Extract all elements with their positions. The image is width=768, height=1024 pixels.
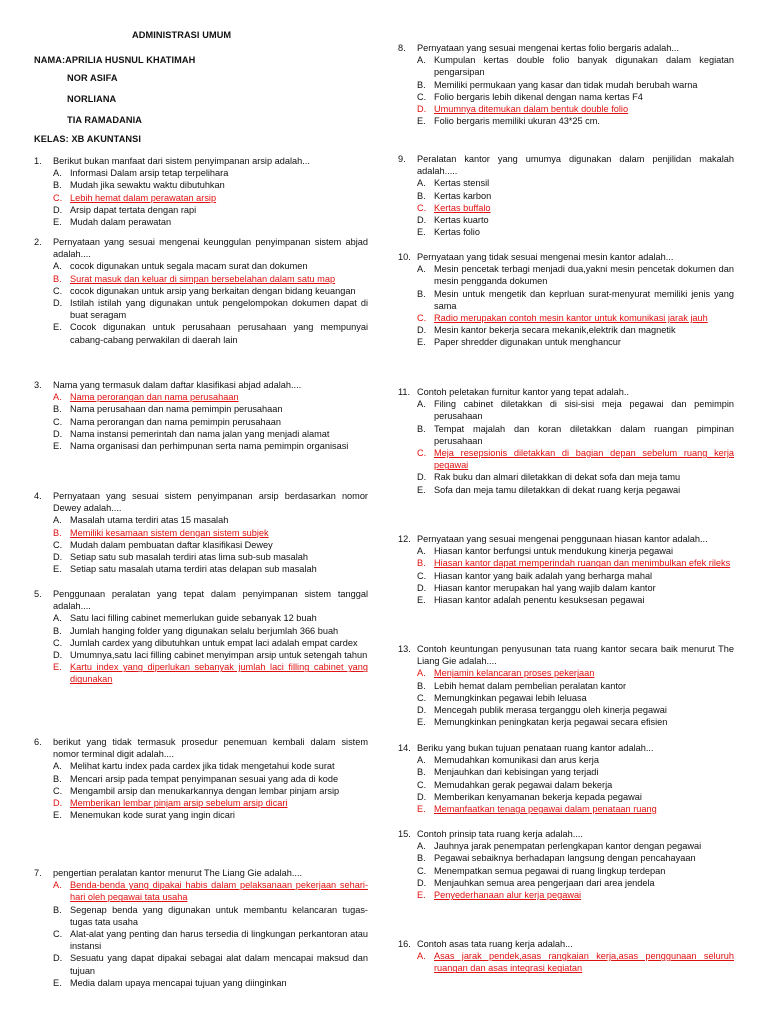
option-text: Sesuatu yang dapat dipakai sebagai alat dalam mencapai maksud dan tujuan (70, 953, 368, 976)
member-name: NOR ASIFA (67, 73, 118, 83)
question-text: Beriku yang bukan tujuan penataan ruang kantor adalah... (417, 743, 654, 753)
option (398, 288, 734, 312)
question-row (398, 153, 734, 177)
option-letter: D. (53, 798, 63, 809)
option-letter: D. (53, 204, 63, 215)
question-row (34, 867, 368, 879)
option-text: Penyederhanaan alur kerja pegawai (434, 890, 582, 901)
question-text: Berikut bukan manfaat dari sistem penyimpanan arsip adalah... (53, 156, 310, 166)
option (34, 285, 368, 297)
option-letter: B. (53, 273, 62, 284)
option-letter: B. (53, 904, 62, 915)
option-letter: D. (417, 472, 427, 483)
question-block (398, 42, 734, 127)
option (398, 190, 734, 202)
question-number: 4. (34, 491, 42, 501)
answer-option (398, 312, 734, 324)
question-number: 5. (34, 589, 42, 599)
option-letter: C. (53, 192, 63, 203)
question-text: Contoh asas tata ruang kerja adalah... (417, 939, 573, 949)
option (398, 115, 734, 127)
option-text: Masalah utama terdiri atas 15 masalah (70, 515, 229, 526)
option-text: Hiasan kantor adalah penentu kesuksesan pegawai (434, 595, 645, 606)
question-number: 14. (398, 743, 411, 753)
option-letter: B. (417, 558, 426, 569)
option-letter: C. (53, 416, 63, 427)
option-letter: E. (53, 810, 62, 821)
option (34, 440, 368, 452)
option-text: Umumnya ditemukan dalam bentuk double folio (434, 104, 629, 115)
question-row (34, 588, 368, 612)
option-text: Mencegah publik merasa terganggu oleh kinerja pegawai (434, 705, 667, 716)
question-row (34, 236, 368, 260)
question-text: Nama yang termasuk dalam daftar klasifikasi abjad adalah.... (53, 380, 302, 390)
option-text: Radio merupakan contoh mesin kantor untuk komunikasi jarak jauh (434, 313, 708, 324)
option (34, 563, 368, 575)
option-text: cocok digunakan untuk segala macam surat dan dokumen (70, 261, 308, 272)
option-letter: A. (53, 168, 62, 179)
option-text: Hiasan kantor dapat memperindah ruangan dan menimbulkan efek rileks (434, 558, 731, 569)
option-text: Jumlah hanging folder yang digunakan selalu berjumlah 366 buah (70, 625, 339, 636)
option-text: Mesin untuk mengetik dan keprluan surat-menyurat memiliki jenis yang sama (434, 288, 734, 311)
question-row (398, 533, 734, 545)
option (34, 403, 368, 415)
answer-option (34, 273, 368, 285)
question-text: Pernyataan yang tidak sesuai mengenai mesin kantor adalah... (417, 252, 674, 262)
question-number: 10. (398, 252, 411, 262)
option-letter: C. (53, 929, 63, 940)
answer-option (34, 879, 368, 903)
option-letter: A. (417, 264, 426, 275)
option-text: Menjauhkan semua area pengerjaan dari area jendela (434, 877, 655, 888)
question-block (398, 643, 734, 728)
option-text: Arsip dapat tertata dengan rapi (70, 204, 197, 215)
answer-option (34, 661, 368, 685)
option-letter: C. (417, 865, 427, 876)
question-block (34, 588, 368, 686)
option-letter: D. (53, 428, 63, 439)
option (398, 226, 734, 238)
option-letter: E. (53, 441, 62, 452)
question-text: Pernyataan yang sesuai mengenai penggunaan hiasan kantor adalah... (417, 534, 708, 544)
question-text: Pernyataan yang sesuai mengenai kertas folio bergaris adalah... (417, 43, 680, 53)
option-letter: E. (53, 322, 62, 333)
option-text: Mengambil arsip dan menukarkannya dengan lembar pinjam arsip (70, 785, 340, 796)
question-number: 7. (34, 868, 42, 878)
option-letter: B. (417, 680, 426, 691)
option-text: Nama organisasi dan perhimpunan serta nama pemimpin organisasi (70, 441, 349, 452)
option (34, 551, 368, 563)
option-letter: E. (417, 227, 426, 238)
option-text: Mudah jika sewaktu waktu dibutuhkan (70, 180, 225, 191)
option-letter: A. (417, 668, 426, 679)
option-letter: E. (417, 116, 426, 127)
question-block (398, 742, 734, 815)
option (398, 570, 734, 582)
option (398, 324, 734, 336)
question-text: pengertian peralatan kantor menurut The Liang Gie adalah.... (53, 868, 303, 878)
option-letter: B. (417, 288, 426, 299)
option-text: Paper shredder digunakan untuk menghancur (434, 337, 621, 348)
option-letter: B. (53, 404, 62, 415)
question-number: 6. (34, 737, 42, 747)
option-text: Hiasan kantor yang baik adalah yang berharga mahal (434, 570, 653, 581)
option (398, 754, 734, 766)
answer-option (34, 391, 368, 403)
option-letter: B. (417, 767, 426, 778)
option-text: Hiasan kantor merupakan hal yang wajib dalam kantor (434, 582, 656, 593)
option-letter: A. (53, 613, 62, 624)
option (34, 428, 368, 440)
option-letter: D. (53, 953, 63, 964)
option-letter: E. (53, 977, 62, 988)
option-text: Nama perorangan dan nama pemimpin perusahaan (70, 416, 281, 427)
option-text: Setiap satu masalah utama terdiri atas delapan sub masalah (70, 564, 317, 575)
question-block (34, 236, 368, 346)
option-text: Menempatkan semua pegawai di ruang lingkup terdepan (434, 865, 666, 876)
question-text: Peralatan kantor yang umumya digunakan dalam penjilidan makalah adalah..... (417, 154, 734, 177)
option-letter: A. (53, 392, 62, 403)
option (34, 928, 368, 952)
option-text: Melihat kartu index pada cardex jika tidak mengetahui kode surat (70, 761, 335, 772)
question-block (34, 155, 368, 228)
option-text: Alat-alat yang penting dan harus tersedia di lingkungan perkantoran atau instansi (70, 929, 368, 952)
question-row (34, 490, 368, 514)
option (34, 167, 368, 179)
option-letter: D. (417, 582, 427, 593)
option-text: Jauhnya jarak penempatan perlengkapan kantor dengan pegawai (434, 841, 702, 852)
question-row (398, 386, 734, 398)
option (398, 398, 734, 422)
answer-option (398, 889, 734, 901)
option-letter: A. (417, 951, 426, 962)
option (398, 91, 734, 103)
option (34, 785, 368, 797)
option-text: Nama instansi pemerintah dan nama jalan yang menjadi alamat (70, 428, 330, 439)
option (398, 177, 734, 189)
question-text: Contoh prinsip tata ruang kerja adalah.... (417, 829, 583, 839)
question-text: Contoh peletakan furnitur kantor yang tepat adalah.. (417, 387, 629, 397)
option-letter: D. (417, 705, 427, 716)
answer-option (34, 527, 368, 539)
option-letter: E. (417, 595, 426, 606)
option-text: Memanfaatkan tenaga pegawai dalam penataan ruang (434, 804, 657, 815)
option-text: Memiliki permukaan yang kasar dan tidak mudah berubah warna (434, 79, 698, 90)
option-text: cocok digunakan untuk arsip yang berkaitan dengan bidang keuangan (70, 285, 356, 296)
option (34, 809, 368, 821)
option-letter: D. (53, 552, 63, 563)
option-text: Segenap benda yang digunakan untuk membantu kelancaran tugas-tugas tata usaha (70, 904, 368, 927)
question-row (398, 643, 734, 667)
option-text: Memberikan kenyamanan bekerja kepada pegawai (434, 791, 642, 802)
answer-option (398, 447, 734, 471)
question-row (398, 938, 734, 950)
option-text: Tempat majalah dan koran diletakkan dalam ruangan pimpinan perusahaan (434, 423, 734, 446)
option-letter: E. (417, 484, 426, 495)
option-letter: A. (53, 515, 62, 526)
option-letter: E. (417, 890, 426, 901)
option-text: Memudahkan gerak pegawai dalam bekerja (434, 779, 613, 790)
question-number: 13. (398, 644, 411, 654)
option-text: Kumpulan kertas double folio banyak digunakan dalam kegiatan pengarsipan (434, 55, 734, 78)
answer-option (398, 950, 734, 974)
option (398, 692, 734, 704)
option (34, 904, 368, 928)
option-letter: C. (417, 779, 427, 790)
option-text: Memungkinkan pegawai lebih leluasa (434, 692, 587, 703)
option-text: Nama perusahaan dan nama pemimpin perusahaan (70, 404, 283, 415)
question-block (398, 153, 734, 238)
question-text: Contoh keuntungan penyusunan tata ruang kantor secara baik menurut The Liang Gie adalah.... (417, 644, 734, 667)
member-name: NORLIANA (67, 94, 117, 104)
option-text: Lebih hemat dalam perawatan arsip (70, 192, 217, 203)
option-text: Sofa dan meja tamu diletakkan di dekat ruang kerja pegawai (434, 484, 681, 495)
question-number: 9. (398, 154, 406, 164)
question-text: berikut yang tidak termasuk prosedur penemuan kembali dalam sistem nomor terminal digit adalah.... (53, 737, 368, 760)
option-text: Lebih hemat dalam pembelian peralatan kantor (434, 680, 627, 691)
option-letter: C. (53, 285, 63, 296)
option-text: Surat masuk dan keluar di simpan bersebelahan dalam satu map (70, 273, 336, 284)
option-letter: B. (417, 190, 426, 201)
option-text: Mesin pencetak terbagi menjadi dua,yakni mesin pencetak dokumen dan mesin pengganda dokumen (434, 264, 734, 287)
option-letter: A. (53, 261, 62, 272)
option-letter: A. (417, 841, 426, 852)
option (34, 637, 368, 649)
question-number: 11. (398, 387, 411, 397)
option-letter: B. (53, 625, 62, 636)
option (398, 471, 734, 483)
option (398, 852, 734, 864)
option-letter: A. (417, 178, 426, 189)
option (34, 216, 368, 228)
option-text: Filing cabinet diletakkan di sisi-sisi meja pegawai dan pemimpin perusahaan (434, 399, 734, 422)
option-text: Meja resepsionis diletakkan di bagian depan sebelum ruang kerja pegawai (434, 448, 734, 471)
option-text: Satu laci filling cabinet memerlukan guide sebanyak 12 buah (70, 613, 317, 624)
option-text: Mesin kantor bekerja secara mekanik,elektrik dan magnetik (434, 325, 676, 336)
option-text: Kertas buffalo (434, 202, 491, 213)
option-letter: C. (53, 539, 63, 550)
option-letter: A. (53, 880, 62, 891)
option (34, 760, 368, 772)
option-letter: C. (417, 91, 427, 102)
option (34, 952, 368, 976)
question-block (398, 533, 734, 606)
option-text: Menjamin kelancaran proses pekerjaan (434, 668, 595, 679)
option-letter: E. (53, 564, 62, 575)
answer-option (398, 667, 734, 679)
option-letter: C. (417, 692, 427, 703)
option-text: Pegawai sebaiknya berhadapan langsung dengan pencahayaan (434, 853, 696, 864)
option-text: Memungkinkan peningkatan kerja pegawai secara efisien (434, 717, 668, 728)
option (398, 766, 734, 778)
question-block (398, 828, 734, 901)
option-letter: D. (53, 298, 63, 309)
option-text: Cocok digunakan untuk perusahaan perusahaan yang mempunyai cabang-cabang perwakilan di daerah lain (70, 322, 368, 345)
question-block (34, 490, 368, 575)
option-letter: A. (417, 55, 426, 66)
option-text: Asas jarak pendek,asas rangkaian kerja,asas penggunaan seluruh ruangan dan asas integrasi kegiatan (434, 951, 734, 974)
option (34, 321, 368, 345)
answer-option (34, 797, 368, 809)
option-letter: C. (53, 637, 63, 648)
option-letter: B. (417, 423, 426, 434)
option-letter: C. (53, 785, 63, 796)
option (398, 865, 734, 877)
question-row (398, 42, 734, 54)
option-text: Memudahkan komunikasi dan arus kerja (434, 755, 599, 766)
option-text: Kertas stensil (434, 178, 490, 189)
option (398, 54, 734, 78)
option-letter: B. (53, 527, 62, 538)
option (34, 612, 368, 624)
option (398, 680, 734, 692)
option-letter: C. (417, 448, 427, 459)
option-letter: A. (417, 546, 426, 557)
question-number: 12. (398, 534, 411, 544)
names-label: NAMA:APRILIA HUSNUL KHATIMAH (34, 55, 196, 65)
option-letter: B. (417, 79, 426, 90)
option (34, 625, 368, 637)
option (398, 582, 734, 594)
option-letter: C. (417, 202, 427, 213)
option-letter: E. (417, 804, 426, 815)
option-text: Kertas folio (434, 227, 480, 238)
question-row (34, 155, 368, 167)
option-text: Informasi Dalam arsip tetap terpelihara (70, 168, 229, 179)
question-row (34, 379, 368, 391)
option (34, 204, 368, 216)
option-text: Jumlah cardex yang dibutuhkan untuk empat laci adalah empat cardex (70, 637, 358, 648)
option (398, 840, 734, 852)
option (398, 79, 734, 91)
member-name: TIA RAMADANIA (67, 115, 142, 125)
option-letter: A. (417, 399, 426, 410)
answer-option (34, 192, 368, 204)
question-block (34, 736, 368, 821)
question-block (34, 379, 368, 452)
question-number: 2. (34, 237, 42, 247)
option (34, 179, 368, 191)
option (34, 977, 368, 989)
question-number: 8. (398, 43, 406, 53)
option-text: Menjauhkan dari kebisingan yang terjadi (434, 767, 599, 778)
question-block (398, 938, 734, 975)
option (34, 539, 368, 551)
option (34, 297, 368, 321)
option-text: Mencari arsip pada tempat penyimpanan sesuai yang ada di kode (70, 773, 339, 784)
option-text: Mudah dalam pembuatan daftar klasifikasi Dewey (70, 539, 273, 550)
option (398, 594, 734, 606)
option-letter: C. (417, 313, 427, 324)
option (34, 773, 368, 785)
option-text: Folio bergaris lebih dikenal dengan nama kertas F4 (434, 91, 643, 102)
question-block (34, 867, 368, 989)
option-text: Istilah istilah yang digunakan untuk pengelompokan dokumen dapat di buat seragam (70, 298, 368, 321)
option (398, 336, 734, 348)
option-letter: D. (417, 215, 427, 226)
option (398, 716, 734, 728)
option (398, 791, 734, 803)
option-letter: A. (53, 761, 62, 772)
option (398, 545, 734, 557)
option-letter: B. (417, 853, 426, 864)
option-text: Hiasan kantor berfungsi untuk mendukung kinerja pegawai (434, 546, 674, 557)
option (398, 484, 734, 496)
option-text: Memiliki kesamaan sistem dengan sistem subjek (70, 527, 269, 538)
option (398, 423, 734, 447)
option-letter: E. (53, 662, 62, 673)
option (398, 214, 734, 226)
answer-option (398, 103, 734, 115)
option-text: Kartu index yang diperlukan sebanyak jumlah laci filling cabinet yang digunakan (70, 662, 368, 685)
option-text: Umumnya,satu laci filling cabinet menyimpan arsip untuk setengah tahun (70, 650, 368, 661)
option-text: Memberikan lembar pinjam arsip sebelum arsip dicari (70, 798, 288, 809)
option (34, 416, 368, 428)
option-letter: D. (417, 877, 427, 888)
question-text: Pernyataan yang sesuai sistem penyimpanan arsip berdasarkan nomor Dewey adalah.... (53, 491, 368, 514)
option-text: Setiap satu sub masalah terdiri atas lima sub-sub masalah (70, 552, 308, 563)
option-text: Rak buku dan almari diletakkan di dekat sofa dan meja tamu (434, 472, 681, 483)
option-letter: D. (417, 791, 427, 802)
option-letter: E. (417, 717, 426, 728)
option-text: Media dalam upaya mencapai tujuan yang diinginkan (70, 977, 287, 988)
option-text: Kertas kuarto (434, 215, 489, 226)
question-number: 16. (398, 939, 411, 949)
option-letter: B. (53, 180, 62, 191)
question-number: 3. (34, 380, 42, 390)
option-letter: E. (53, 217, 62, 228)
option-letter: B. (53, 773, 62, 784)
question-row (398, 251, 734, 263)
question-row (398, 742, 734, 754)
answer-option (398, 557, 734, 569)
option-letter: D. (53, 650, 63, 661)
option-text: Nama perorangan dan nama perusahaan (70, 392, 239, 403)
option-text: Menemukan kode surat yang ingin dicari (70, 810, 235, 821)
answer-option (398, 202, 734, 214)
answer-option (398, 803, 734, 815)
option-letter: A. (417, 755, 426, 766)
option (34, 260, 368, 272)
option-letter: C. (417, 570, 427, 581)
question-text: Penggunaan peralatan yang tepat dalam penyimpanan sistem tanggal adalah.... (53, 589, 368, 612)
doc-title: ADMINISTRASI UMUM (132, 30, 232, 40)
question-number: 15. (398, 829, 411, 839)
option (398, 704, 734, 716)
question-row (398, 828, 734, 840)
option (34, 514, 368, 526)
option-letter: D. (417, 104, 427, 115)
option-text: Mudah dalam perawatan (70, 217, 172, 228)
question-text: Pernyataan yang sesuai mengenai keunggulan penyimpanan sistem abjad adalah.... (53, 237, 368, 260)
option (398, 779, 734, 791)
question-row (34, 736, 368, 760)
option-text: Folio bergaris memiliki ukuran 43*25 cm. (434, 116, 600, 127)
option-letter: E. (417, 337, 426, 348)
option (398, 877, 734, 889)
question-block (398, 386, 734, 496)
option-letter: D. (417, 325, 427, 336)
option-text: Kertas karbon (434, 190, 492, 201)
question-block (398, 251, 734, 349)
option (34, 649, 368, 661)
class-label: KELAS: XB AKUNTANSI (34, 134, 142, 144)
option-text: Benda-benda yang dipakai habis dalam pelaksanaan pekerjaan sehari-hari oleh pegawai tata usaha (70, 880, 368, 903)
question-number: 1. (34, 156, 42, 166)
option (398, 263, 734, 287)
